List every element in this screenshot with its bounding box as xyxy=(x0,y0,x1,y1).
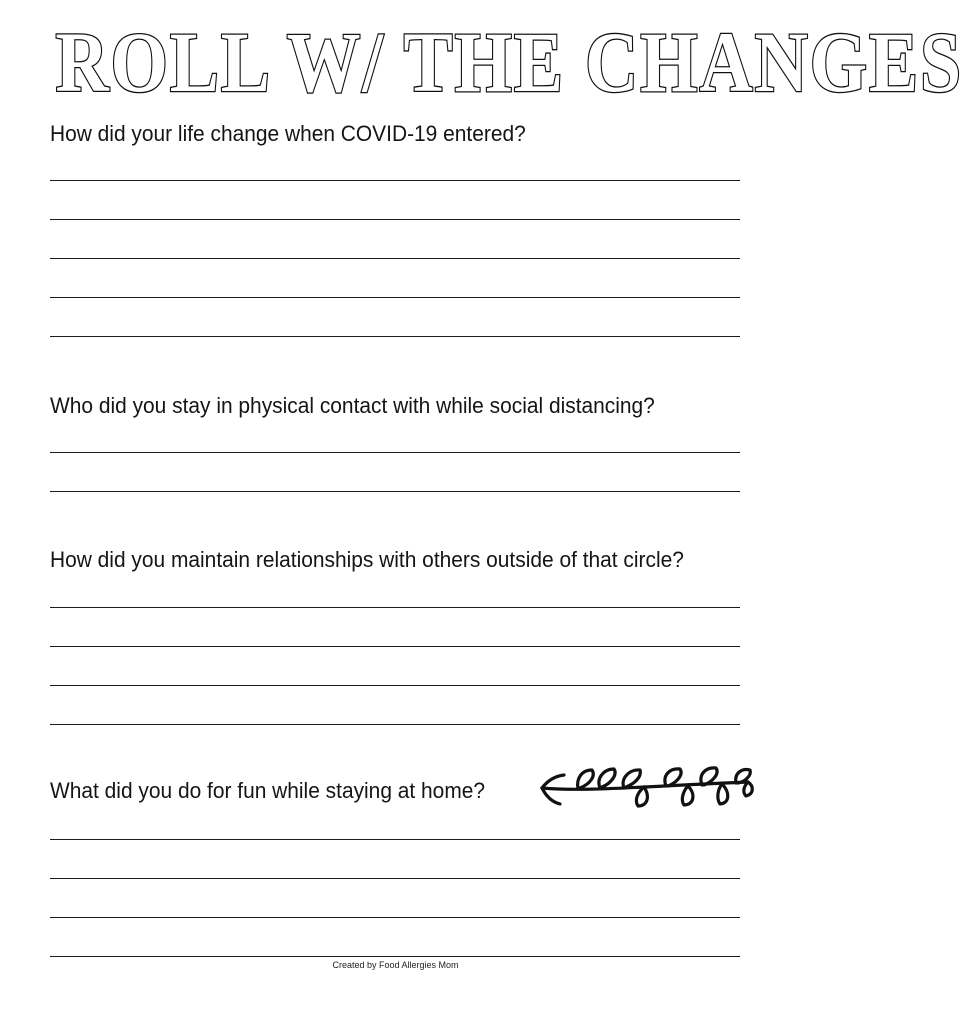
answer-line xyxy=(50,180,740,181)
answer-line xyxy=(50,724,740,725)
question-3: How did you maintain relationships with others outside of that circle? xyxy=(50,547,684,572)
worksheet-title: ROLL W/ THE CHANGES xyxy=(55,14,963,110)
answer-line xyxy=(50,452,740,453)
laurel-vine-icon xyxy=(538,762,756,810)
answer-line xyxy=(50,685,740,686)
answer-line xyxy=(50,646,740,647)
answer-line xyxy=(50,956,740,957)
answer-line xyxy=(50,878,740,879)
question-2: Who did you stay in physical contact with while social distancing? xyxy=(50,393,655,418)
question-4: What did you do for fun while staying at home? xyxy=(50,778,486,803)
answer-line xyxy=(50,336,740,337)
question-1: How did your life change when COVID-19 entered? xyxy=(50,121,526,146)
footer-credit: Created by Food Allergies Mom xyxy=(332,960,459,970)
answer-line xyxy=(50,258,740,259)
answer-line xyxy=(50,219,740,220)
answer-line xyxy=(50,297,740,298)
answer-line xyxy=(50,917,740,918)
answer-line xyxy=(50,491,740,492)
answer-line xyxy=(50,839,740,840)
answer-line xyxy=(50,607,740,608)
